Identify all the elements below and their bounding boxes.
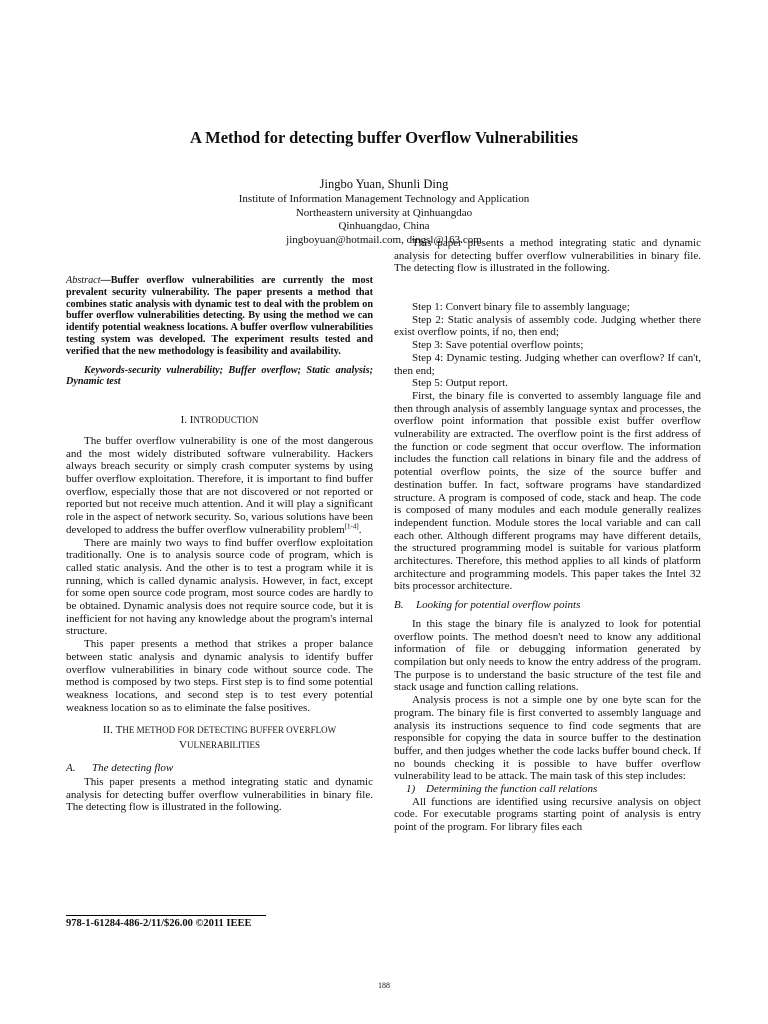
step-1: Step 1: Convert binary file to assembly language; <box>412 301 630 313</box>
abstract-text: Buffer overflow vulnerabilities are currently the most prevalent security vulnerability. The paper presents a method that combines static analysis with dynamic test to deal with the problem on buffer overflow vulnerabilities detecting. By using the method we can identify potential weakness locations. A buffer overflow vulnerabilities testing system was developed. The experiment results tested and verified that the new methodology is feasibility and availability. <box>66 275 373 357</box>
intro-paragraph-2: There are mainly two ways to find buffer overflow exploitation traditionally. One is to analysis source code of program, which is called static analysis. And the other is to test a program while it is running, which is called dynamic analysis. However, in fact, except for some open source code program, most source codes are hardly to be obtained. Dynamic analysis does not require source code, but it is inefficient for not having any knowledge about the program's internal structure. <box>66 536 373 638</box>
step-5: Step 5: Output report. <box>412 377 508 390</box>
subsection-heading-overflow-points: B. Looking for potential overflow points <box>394 599 581 612</box>
abstract-label: Abstract <box>66 275 101 286</box>
step-4: Step 4: Dynamic testing. Judging whether can overflow? If can't, then end; <box>394 351 701 377</box>
affiliation-location: Qinhuangdao, China <box>338 220 430 233</box>
citation: [1-4] <box>344 522 359 531</box>
left-column <box>66 275 373 814</box>
method-paragraph-1: This paper presents a method integrating static and dynamic analysis for detecting buffer overflow vulnerabilities in binary file. The detecting flow is illustrated in the following. <box>66 776 373 814</box>
intro-paragraph-3: This paper presents a method that strikes a proper balance between static analysis and dynamic analysis to identify buffer overflow vulnerabilities in binary code without source code. The method is composed by two steps. First step is to find some potential weakness locations, and second step is to test every potential weakness location so as to eliminate the false positives. <box>66 638 373 714</box>
overflow-paragraph-1: In this stage the binary file is analyzed to look for potential overflow points. The method doesn't need to know any additional information of file or debugging information generated by compilation but only needs to know the entry address of the program. The purpose is to understand the basic structure of the test file and stack usage and function calling relations. <box>394 617 701 694</box>
paper-title: A Method for detecting buffer Overflow Vulnerabilities <box>189 128 579 147</box>
method-paragraph-1-cont: This paper presents a method integrating static and dynamic analysis for detecting buffer overflow vulnerabilities in binary file. The detecting flow is illustrated in the following. <box>394 237 701 275</box>
affiliation-institute: Institute of Information Management Technology and Application <box>238 193 530 205</box>
affiliation-university: Northeastern university at Qinhuangdao <box>295 206 473 219</box>
subsection-heading-detecting-flow: A. The detecting flow <box>66 762 174 775</box>
call-relations-paragraph: All functions are identified using recursive analysis on object code. For executable programs starting point of analysis is entry point of the program. For library files each <box>394 795 701 834</box>
right-column <box>394 237 701 834</box>
overflow-paragraph-2: Analysis process is not a simple one by one byte scan for the program. The binary file is first converted to assembly language and analysis its instructions sequence to find code segments that are responsible for copying the data in source buffer to the destination buffer, and then judges whether the code lacks buffer bound check. If no bounds checking it is possible to have buffer overflow vulnerability lead to be attack. The main task of this step includes: <box>394 694 701 783</box>
section-heading-method: II. THE METHOD FOR DETECTING BUFFER OVERFLOW VULNERABILITIES <box>102 724 337 751</box>
intro-paragraph-1: The buffer overflow vulnerability is one of the most dangerous and the most widely distributed software vulnerability. Hackers always breach security or simply crash computer systems by using buffer overflow exploitation. Therefore, it is important to find buffer overflow, especially those that are not discovered or not reported or reported but not receive much attention. And it will play a significant role in the aspect of network security. So, various solutions have been developed to address the buffer overflow vulnerability problem[1-4]. <box>66 434 373 536</box>
abstract <box>66 275 373 358</box>
method-paragraph-2: First, the binary file is converted to assembly language file and then through analysis of assembly language syntax and processes, the overflow point information that possible exist buffer overflow vulnerability are extracted. The overflow point is the first address of the function or code segment that occur overflow. The information includes the function call relations in binary file and the address of potential overflow points, the size of the source buffer and destination buffer. In fact, software programs have standardized structure. A program is composed of code, stack and heap. The code is composed of many modules and each module generally realizes independent function. Module stores the local variable and can call each other. Although different programs may have different details, the structured programming model is suitable for various platform architectures. Therefore, this method applies to all kinds of platform architecture and programming models. This paper takes the Intel 32 bits processor architecture. <box>394 389 701 593</box>
authors: Jingbo Yuan, Shunli Ding <box>319 177 449 191</box>
step-2: Step 2: Static analysis of assembly code. Judging whether there exist overflow points, if no, then end; <box>394 313 701 339</box>
isbn-copyright: 978-1-61284-486-2/11/$26.00 ©2011 IEEE <box>66 918 252 929</box>
abstract-dash: — <box>100 275 111 286</box>
keywords: Keywords-security vulnerability; Buffer overflow; Static analysis; Dynamic test <box>66 364 373 388</box>
page-number: 188 <box>378 981 390 990</box>
step-3: Step 3: Save potential overflow points; <box>412 339 584 352</box>
subsubsection-heading-call-relations: 1) Determining the function call relations <box>406 783 598 796</box>
footnote-rule <box>66 915 266 916</box>
section-heading-introduction: I. INTRODUCTION <box>180 414 259 427</box>
affiliation-emails: jingboyuan@hotmail.com, dingsl@163.com <box>286 233 482 246</box>
